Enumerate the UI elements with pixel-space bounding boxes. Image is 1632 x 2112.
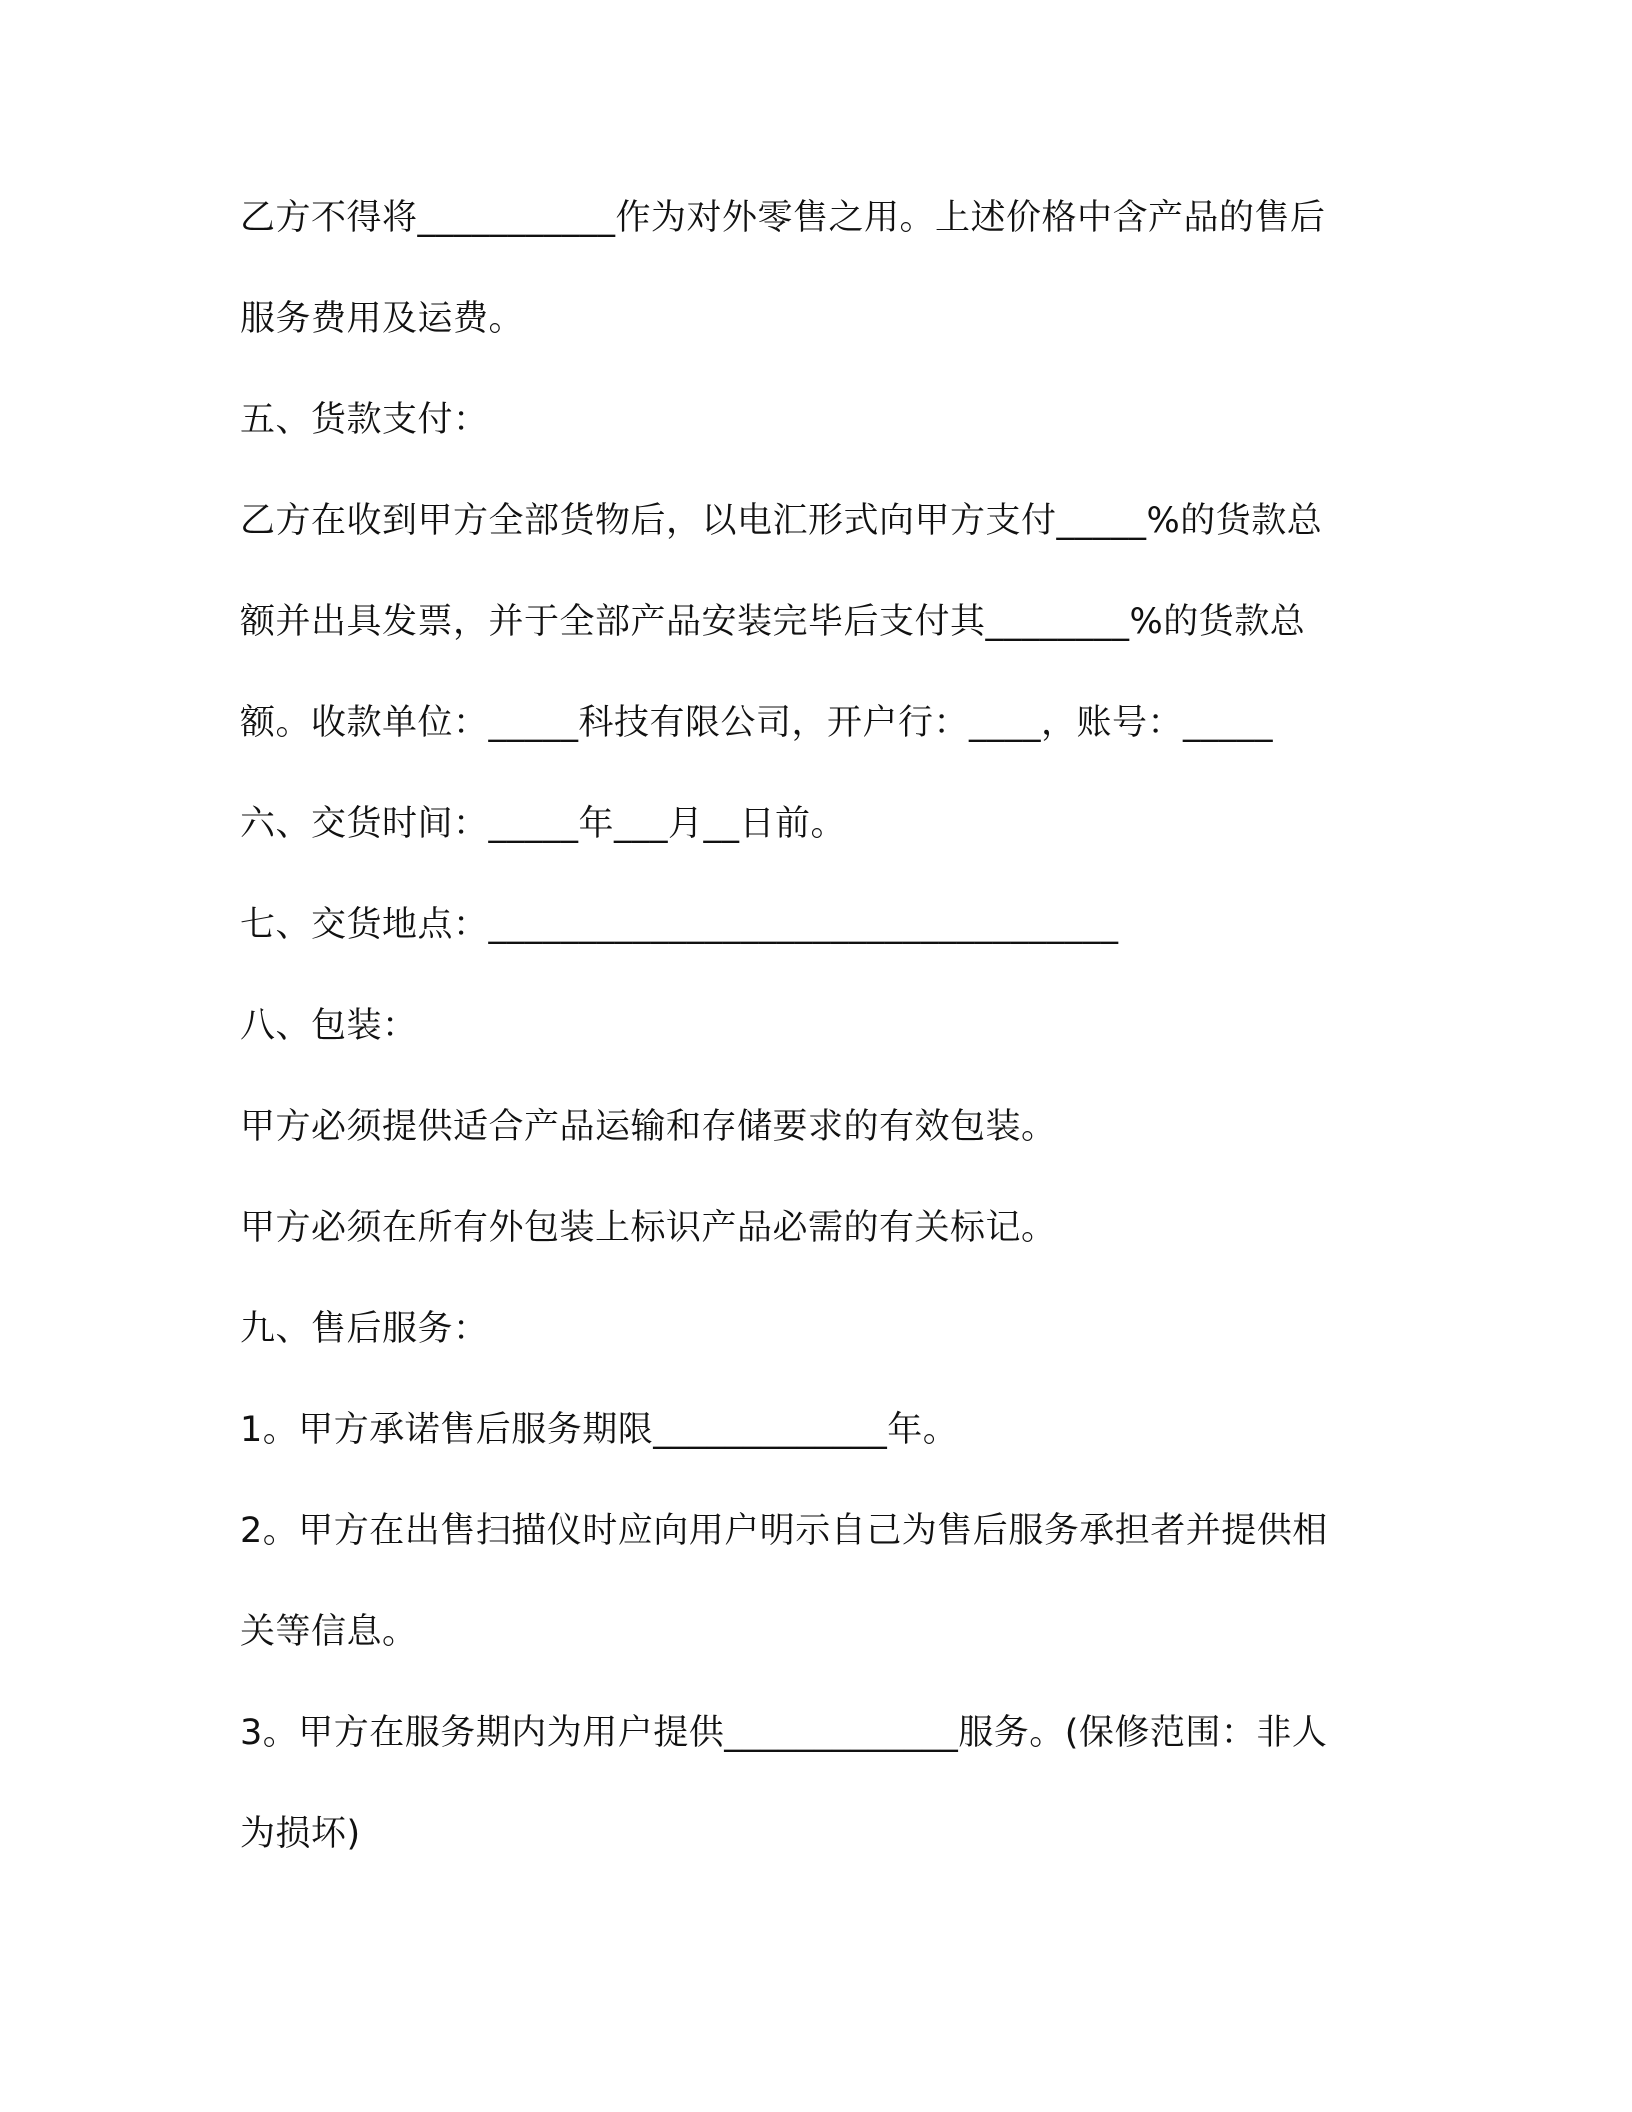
list-item: 2。甲方在出售扫描仪时应向用户明示自己为售后服务承担者并提供相 [240, 1511, 1328, 1551]
section-heading: 八、包装： [240, 1006, 418, 1046]
section-heading: 七、交货地点：___________________________________ [240, 905, 1119, 945]
section-heading: 六、交货时间：_____年___月__日前。 [240, 804, 847, 844]
text-line: 甲方必须提供适合产品运输和存储要求的有效包装。 [240, 1107, 1057, 1147]
text-line: 服务费用及运费。 [240, 299, 525, 339]
section-heading: 五、货款支付： [240, 400, 489, 440]
text-line: 关等信息。 [240, 1612, 418, 1652]
text-line: 为损坏) [240, 1814, 361, 1854]
list-item: 1。甲方承诺售后服务期限_____________年。 [240, 1410, 959, 1450]
text-line: 甲方必须在所有外包装上标识产品必需的有关标记。 [240, 1208, 1057, 1248]
list-item: 3。甲方在服务期内为用户提供_____________服务。(保修范围：非人 [240, 1713, 1328, 1753]
section-heading: 九、售后服务： [240, 1309, 489, 1349]
text-line: 额并出具发票，并于全部产品安装完毕后支付其________%的货款总 [240, 602, 1306, 642]
text-line: 乙方在收到甲方全部货物后，以电汇形式向甲方支付_____%的货款总 [240, 501, 1323, 541]
text-line: 额。收款单位：_____科技有限公司，开户行：____，账号：_____ [240, 703, 1274, 743]
text-line: 乙方不得将___________作为对外零售之用。上述价格中含产品的售后 [240, 198, 1326, 238]
